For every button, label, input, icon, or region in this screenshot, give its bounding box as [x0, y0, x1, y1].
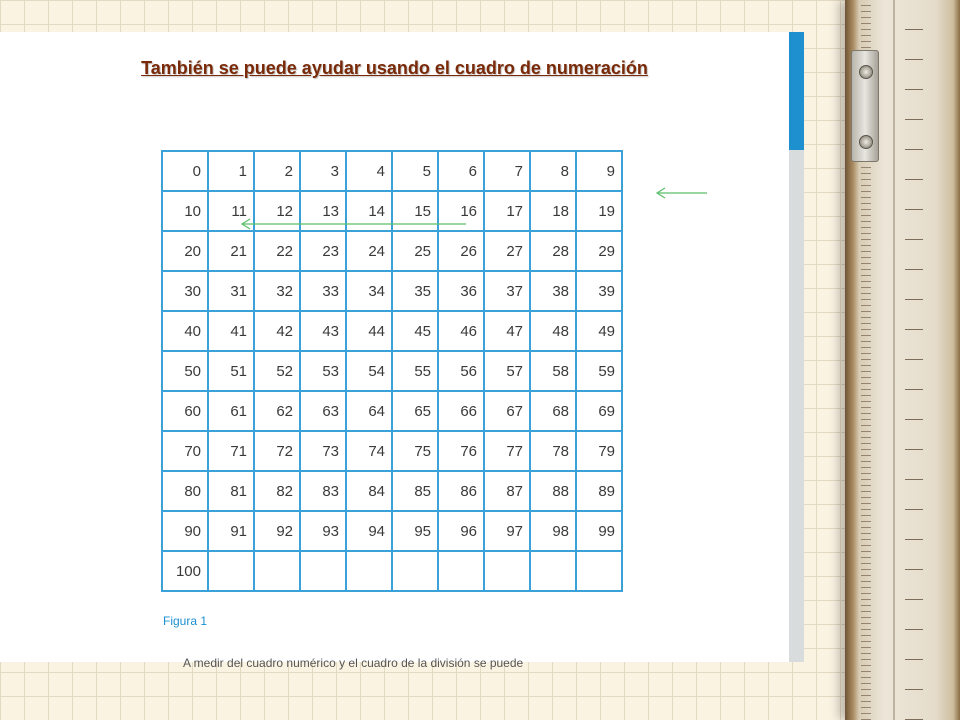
grid-cell: 54	[346, 351, 392, 391]
grid-cell: 40	[162, 311, 208, 351]
grid-cell: 6	[438, 151, 484, 191]
grid-cell: 87	[484, 471, 530, 511]
grid-cell: 63	[300, 391, 346, 431]
grid-cell: 25	[392, 231, 438, 271]
ruler-decoration	[845, 0, 960, 720]
grid-cell: 27	[484, 231, 530, 271]
grid-cell: 59	[576, 351, 622, 391]
grid-cell: 21	[208, 231, 254, 271]
slide-heading: También se puede ayudar usando el cuadro de numeración	[141, 58, 648, 78]
grid-cell: 4	[346, 151, 392, 191]
grid-cell: 9	[576, 151, 622, 191]
grid-cell: 13	[300, 191, 346, 231]
grid-cell: 84	[346, 471, 392, 511]
figure-caption: Figura 1	[163, 614, 208, 628]
grid-cell: 66	[438, 391, 484, 431]
grid-cell: 52	[254, 351, 300, 391]
grid-cell: 92	[254, 511, 300, 551]
grid-cell: 41	[208, 311, 254, 351]
grid-cell: 35	[392, 271, 438, 311]
ruler-groove	[893, 0, 895, 720]
grid-cell: 62	[254, 391, 300, 431]
grid-cell: 86	[438, 471, 484, 511]
grid-cell: 73	[300, 431, 346, 471]
grid-cell: 16	[438, 191, 484, 231]
grid-cell: 8	[530, 151, 576, 191]
grid-cell: 95	[392, 511, 438, 551]
grid-cell: 68	[530, 391, 576, 431]
grid-cell: 70	[162, 431, 208, 471]
grid-cell: 32	[254, 271, 300, 311]
grid-cell: 39	[576, 271, 622, 311]
grid-cell: 17	[484, 191, 530, 231]
grid-cell: 26	[438, 231, 484, 271]
grid-cell: 69	[576, 391, 622, 431]
grid-cell: 78	[530, 431, 576, 471]
grid-cell: 15	[392, 191, 438, 231]
grid-cell: 51	[208, 351, 254, 391]
grid-cell: 65	[392, 391, 438, 431]
grid-cell: 76	[438, 431, 484, 471]
grid-cell: 91	[208, 511, 254, 551]
grid-cell: 83	[300, 471, 346, 511]
slide-canvas	[0, 32, 789, 670]
grid-cell: 1	[208, 151, 254, 191]
grid-cell: 99	[576, 511, 622, 551]
grid-cell: 97	[484, 511, 530, 551]
grid-cell: 46	[438, 311, 484, 351]
grid-cell: 47	[484, 311, 530, 351]
grid-cell: 56	[438, 351, 484, 391]
grid-cell: 36	[438, 271, 484, 311]
grid-cell: 29	[576, 231, 622, 271]
grid-cell: 98	[530, 511, 576, 551]
grid-cell: 37	[484, 271, 530, 311]
grid-cell: 75	[392, 431, 438, 471]
screw-icon	[859, 135, 873, 149]
grid-cell: 57	[484, 351, 530, 391]
grid-cell: 20	[162, 231, 208, 271]
grid-cell: 30	[162, 271, 208, 311]
grid-cell: 12	[254, 191, 300, 231]
grid-cell: 71	[208, 431, 254, 471]
grid-cell: 2	[254, 151, 300, 191]
screw-icon	[859, 65, 873, 79]
ruler-clip	[851, 50, 879, 162]
grid-cell: 61	[208, 391, 254, 431]
grid-cell: 49	[576, 311, 622, 351]
grid-cell: 48	[530, 311, 576, 351]
grid-cell: 79	[576, 431, 622, 471]
grid-cell: 100	[162, 551, 208, 591]
grid-cell: 7	[484, 151, 530, 191]
grid-cell: 10	[162, 191, 208, 231]
grid-cell: 33	[300, 271, 346, 311]
grid-cell: 85	[392, 471, 438, 511]
vertical-scrollbar[interactable]	[789, 32, 804, 662]
grid-cell: 94	[346, 511, 392, 551]
grid-cell: 90	[162, 511, 208, 551]
grid-cell: 58	[530, 351, 576, 391]
grid-cell: 19	[576, 191, 622, 231]
grid-cell: 34	[346, 271, 392, 311]
body-text-partial: A medir del cuadro numérico y el cuadro de la división se puede	[183, 656, 524, 670]
arrow-left-icon	[242, 219, 466, 229]
grid-cell: 22	[254, 231, 300, 271]
grid-cell: 24	[346, 231, 392, 271]
grid-cell: 60	[162, 391, 208, 431]
arrow-left-icon	[657, 188, 707, 198]
grid-cell: 31	[208, 271, 254, 311]
grid-cell: 14	[346, 191, 392, 231]
grid-cell: 74	[346, 431, 392, 471]
grid-cell: 96	[438, 511, 484, 551]
grid-cell: 80	[162, 471, 208, 511]
grid-cell: 89	[576, 471, 622, 511]
grid-cell: 93	[300, 511, 346, 551]
grid-cell: 38	[530, 271, 576, 311]
grid-cell: 5	[392, 151, 438, 191]
grid-cell: 3	[300, 151, 346, 191]
grid-cell: 18	[530, 191, 576, 231]
grid-cell: 23	[300, 231, 346, 271]
grid-cell: 42	[254, 311, 300, 351]
scrollbar-thumb[interactable]	[789, 32, 804, 150]
grid-cell: 45	[392, 311, 438, 351]
grid-cell: 53	[300, 351, 346, 391]
grid-cell: 72	[254, 431, 300, 471]
grid-cell: 82	[254, 471, 300, 511]
grid-cell: 28	[530, 231, 576, 271]
grid-cell: 11	[208, 191, 254, 231]
grid-cell: 67	[484, 391, 530, 431]
grid-cell: 77	[484, 431, 530, 471]
grid-cell: 81	[208, 471, 254, 511]
grid-cell: 64	[346, 391, 392, 431]
grid-cell: 55	[392, 351, 438, 391]
grid-cell: 0	[162, 151, 208, 191]
grid-cell: 43	[300, 311, 346, 351]
grid-cell: 88	[530, 471, 576, 511]
grid-cell: 44	[346, 311, 392, 351]
grid-cell: 50	[162, 351, 208, 391]
